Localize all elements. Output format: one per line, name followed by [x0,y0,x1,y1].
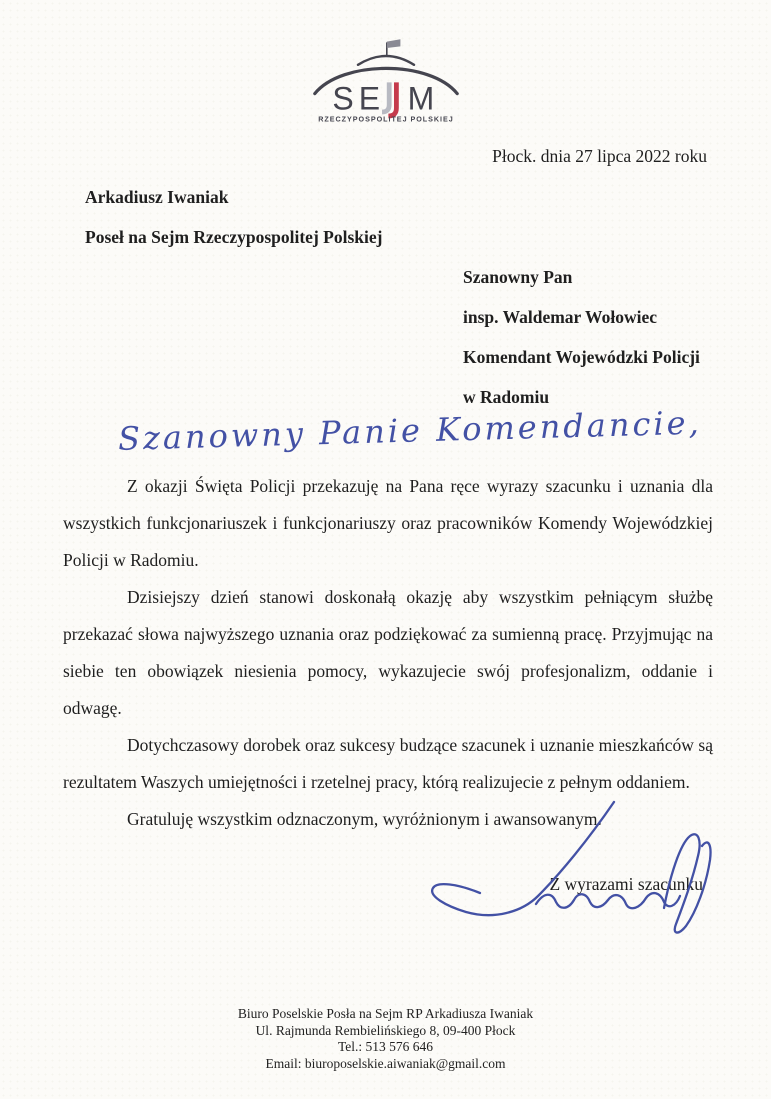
logo-letter-e: E [358,80,380,117]
date-line: Płock. dnia 27 lipca 2022 roku [492,146,707,166]
footer-office: Biuro Poselskie Posła na Sejm RP Arkadiusza Iwaniak [237,1006,534,1021]
logo-j-grey-stripe [382,82,389,112]
recipient-block [463,265,700,425]
recipient-name: insp. Waldemar Wołowiec [463,307,657,327]
signature-icon [418,796,718,941]
paragraph-3: Dotychczasowy dorobek oraz sukcesy budzące szacunek i uznanie mieszkańców są rezultatem Waszych umiejętności i rzetelnej pracy, którą realizujecie z pełnym oddaniem. [63,735,713,792]
sejm-dome-icon [310,36,462,124]
footer-address: Ul. Rajmunda Rembielińskiego 8, 09-400 Płock [255,1022,516,1038]
flag-icon [386,39,400,48]
paragraph-4: Gratuluję wszystkim odznaczonym, wyróżnionym i awansowanym. [127,809,602,829]
logo-letter-s: S [331,80,354,117]
recipient-city: w Radomiu [463,387,550,407]
paragraph-2: Dzisiejszy dzień stanowi doskonałą okazję aby wszystkim pełniącym służbę przekazać słowa najwyższego uznania oraz podziękować za sumienną pracę. Przyjmując na siebie ten obowiązek niesienia pomocy, wykazujecie swój profesjonalizm, oddanie i odwagę. [63,587,713,718]
handwritten-greeting: Szanowny Panie Komendancie, [117,403,703,458]
sender-block [85,186,382,266]
recipient-salutation: Szanowny Pan [463,267,573,287]
sejm-logo [310,36,462,124]
footer-phone: Tel.: 513 576 646 [337,1039,434,1054]
logo-subtext: RZECZYPOSPOLITEJ POLSKIEJ [317,114,454,124]
paragraph-1: Z okazji Święta Policji przekazuję na Pana ręce wyrazy szacunku i uznania dla wszystkich funkcjonariuszek i funkcjonariuszy oraz pracowników Komendy Wojewódzkiej Policji w Radomiu. [63,476,713,570]
closing-phrase: Z wyrazami szacunku [549,874,703,894]
footer-email: Email: biuroposelskie.aiwaniak@gmail.com [265,1055,506,1071]
sender-title: Poseł na Sejm Rzeczypospolitej Polskiej [85,227,383,247]
handwritten-signature [418,796,718,946]
letter-body [63,468,713,838]
footer-block [0,1006,771,1072]
sender-name: Arkadiusz Iwaniak [85,187,229,207]
recipient-role: Komendant Wojewódzki Policji [463,347,700,367]
logo-letter-m: M [407,80,434,117]
